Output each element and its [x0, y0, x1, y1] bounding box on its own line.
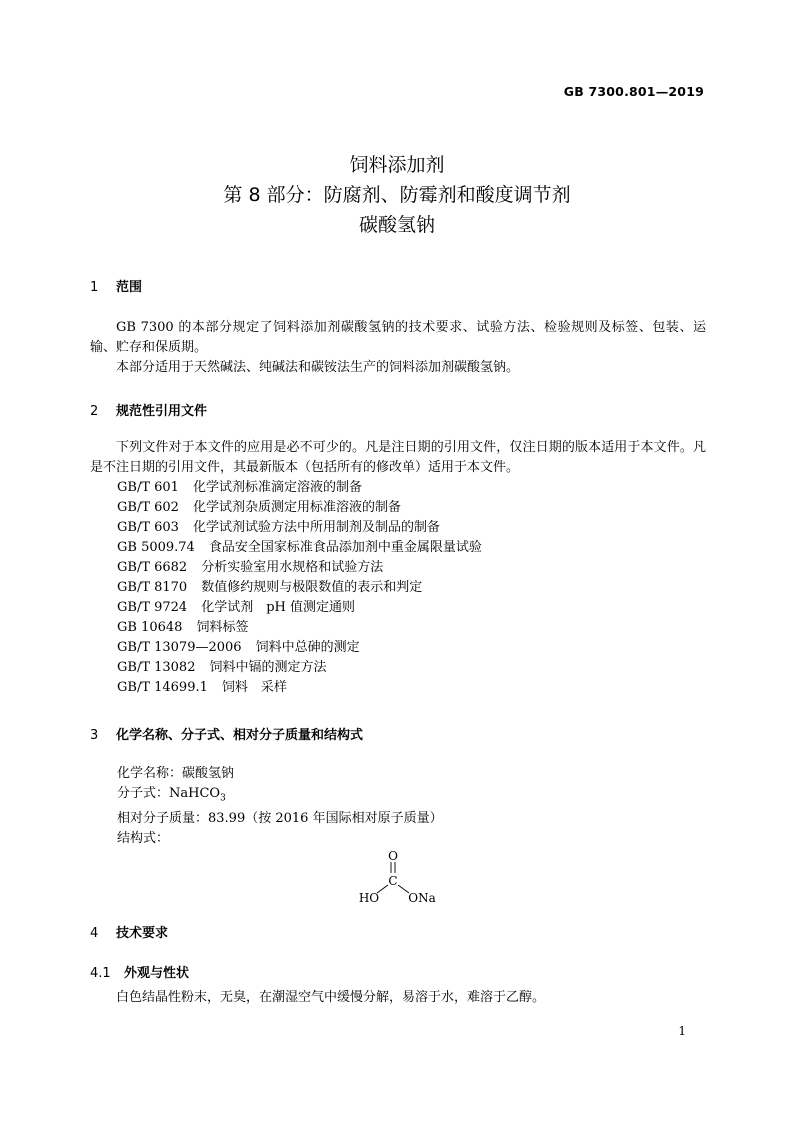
- reference-title: 分析实验室用水规格和试验方法: [201, 560, 384, 575]
- reference-code: GB/T 14699.1: [117, 680, 208, 695]
- document-title: [0, 150, 794, 240]
- reference-title: 化学试剂标准滴定溶液的制备: [192, 480, 362, 495]
- reference-item: [117, 478, 482, 498]
- reference-code: GB/T 601: [117, 480, 179, 495]
- reference-item: [117, 578, 482, 598]
- section-1-heading: [90, 276, 142, 295]
- reference-title: 饲料标签: [196, 620, 249, 635]
- atom-o-top: O: [388, 849, 398, 863]
- section-number: 1: [90, 280, 99, 295]
- section-number: 3: [90, 728, 99, 743]
- reference-item: [117, 638, 482, 658]
- molecular-formula: [117, 784, 443, 809]
- reference-item: [117, 618, 482, 638]
- section-title: 范围: [116, 280, 143, 295]
- section-number: 2: [90, 404, 99, 419]
- section-2-heading: [90, 400, 207, 419]
- section-3-heading: [90, 724, 363, 743]
- section-number: 4: [90, 926, 99, 941]
- reference-code: GB/T 603: [117, 520, 179, 535]
- chemical-name: 化学名称：碳酸氢钠: [117, 766, 235, 781]
- reference-title: 数值修约规则与极限数值的表示和判定: [201, 580, 423, 595]
- group-ona: ONa: [408, 891, 436, 905]
- reference-item: [117, 678, 482, 698]
- structural-formula: [340, 842, 450, 906]
- page-number: 1: [678, 1024, 686, 1038]
- reference-code: GB/T 8170: [117, 580, 188, 595]
- reference-item: [117, 538, 482, 558]
- reference-code: GB/T 602: [117, 500, 179, 515]
- section-title: 规范性引用文件: [116, 404, 208, 419]
- reference-code: GB 5009.74: [117, 540, 195, 555]
- reference-title: 化学试剂杂质测定用标准溶液的制备: [192, 500, 401, 515]
- section-title: 技术要求: [116, 926, 169, 941]
- atom-c-center: C: [388, 874, 398, 888]
- subsection-4-1-heading: [90, 962, 189, 981]
- reference-code: GB/T 13082: [117, 660, 196, 675]
- reference-title: 化学试剂试验方法中所用制剂及制品的制备: [192, 520, 440, 535]
- subsection-title: 外观与性状: [124, 966, 190, 981]
- section-1-paragraph-2: 本部分适用于天然碱法、纯碱法和碳铵法生产的饲料添加剂碳酸氢钠。: [116, 360, 520, 375]
- reference-list: [117, 478, 482, 698]
- reference-code: GB/T 9724: [117, 600, 188, 615]
- section-4-heading: [90, 922, 168, 941]
- title-line-3: 碳酸氢钠: [358, 214, 435, 236]
- molecular-mass: 相对分子质量：83.99（按 2016 年国际相对原子质量）: [117, 810, 443, 826]
- reference-item: [117, 558, 482, 578]
- formula-label: 分子式：: [117, 786, 170, 801]
- reference-code: GB/T 6682: [117, 560, 188, 575]
- section-4-1-paragraph: 白色结晶性粉末，无臭，在潮湿空气中缓慢分解，易溶于水，难溶于乙醇。: [116, 990, 546, 1005]
- title-line-2: 第 8 部分：防腐剂、防霉剂和酸度调节剂: [223, 184, 571, 206]
- structure-label: 结构式：: [117, 830, 170, 846]
- reference-item: [117, 598, 482, 618]
- section-1-paragraph-1: GB 7300 的本部分规定了饲料添加剂碳酸氢钠的技术要求、试验方法、检验规则及标签、包装、运输、贮存和保质期。: [90, 320, 706, 355]
- subsection-number: 4.1: [90, 966, 111, 981]
- reference-code: GB/T 13079—2006: [117, 640, 242, 655]
- reference-title: 食品安全国家标准食品添加剂中重金属限量试验: [208, 540, 482, 555]
- reference-item: [117, 658, 482, 678]
- reference-item: [117, 498, 482, 518]
- chemical-info: [117, 764, 443, 849]
- reference-item: [117, 518, 482, 538]
- reference-title: 化学试剂 pH 值测定通则: [201, 600, 356, 615]
- section-title: 化学名称、分子式、相对分子质量和结构式: [116, 728, 364, 743]
- reference-title: 饲料中总砷的测定: [255, 640, 360, 655]
- group-ho: HO: [358, 891, 380, 905]
- formula-subscript: 3: [220, 793, 226, 804]
- reference-title: 饲料 采样: [221, 680, 287, 695]
- section-2-intro: 下列文件对于本文件的应用是必不可少的。凡是注日期的引用文件，仅注日期的版本适用于本文件。凡是不注日期的引用文件，其最新版本（包括所有的修改单）适用于本文件。: [90, 440, 706, 475]
- standard-code: GB 7300.801—2019: [563, 84, 704, 99]
- formula-main: NaHCO: [169, 786, 221, 801]
- title-line-1: 饲料添加剂: [349, 154, 445, 176]
- reference-code: GB 10648: [117, 620, 183, 635]
- reference-title: 饲料中镉的测定方法: [209, 660, 327, 675]
